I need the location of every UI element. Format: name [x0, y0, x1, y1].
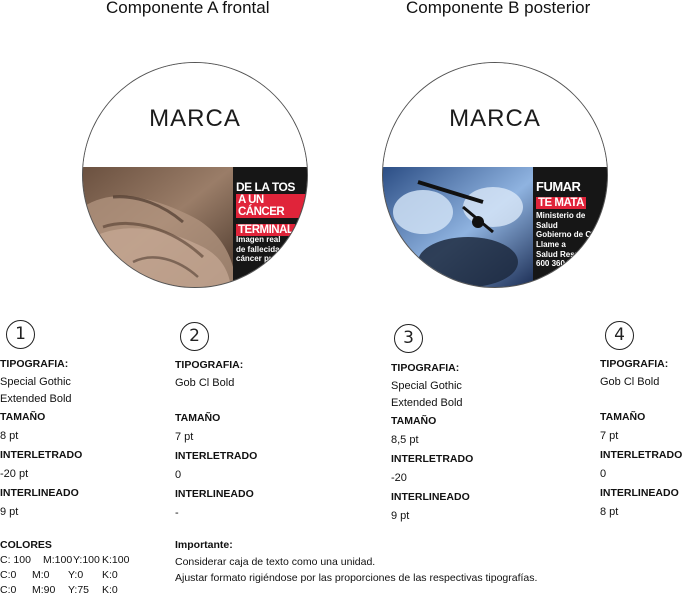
- color-k: K:100: [102, 554, 130, 566]
- headline-a-red-2: TERMINAL: [238, 224, 294, 236]
- spec-column-2: [175, 356, 257, 523]
- component-a-title: Componente A frontal: [106, 0, 270, 17]
- interletrado-value: 0: [600, 468, 607, 480]
- interletrado-label: INTERLETRADO: [600, 449, 683, 461]
- brand-logo-b: MARCA: [449, 105, 541, 132]
- spec-number-3: 3: [394, 324, 423, 353]
- tamano-value: 8 pt: [0, 430, 19, 442]
- spec-column-3: [391, 359, 473, 526]
- color-y: Y:0: [68, 569, 84, 581]
- importante-line-1: Considerar caja de texto como una unidad.: [175, 555, 376, 568]
- spacer: [600, 391, 682, 408]
- color-k: K:0: [102, 584, 118, 596]
- call-line-2: Salud Responde:: [536, 249, 602, 259]
- tipografia-label: TIPOGRAFIA:: [600, 358, 669, 370]
- interletrado-value: -20 pt: [0, 468, 29, 480]
- spec-column-4: [600, 355, 682, 522]
- color-y: Y:75: [68, 584, 90, 596]
- interlineado-label: INTERLINEADO: [391, 491, 470, 503]
- interlineado-value: 9 pt: [0, 506, 19, 518]
- interlineado-value: 8 pt: [600, 506, 619, 518]
- tamano-label: TAMAÑO: [600, 411, 646, 423]
- component-a-disc: [82, 62, 308, 288]
- interletrado-label: INTERLETRADO: [391, 453, 474, 465]
- disc-a-bottom: [83, 167, 307, 287]
- headline-a-white: DE LA TOS: [236, 180, 295, 194]
- spec-column-1: [0, 355, 82, 522]
- color-row-2: [0, 568, 129, 583]
- interlineado-label: INTERLINEADO: [0, 487, 79, 499]
- call-line-3: 600 360 7777: [536, 259, 585, 268]
- color-m: M:0: [32, 569, 50, 581]
- color-c: C:0: [0, 584, 17, 596]
- tamano-value: 8,5 pt: [391, 434, 419, 446]
- importante-block: [175, 537, 537, 587]
- headline-a-red-1: A UN CÁNCER: [236, 194, 308, 218]
- importante-line-2: Ajustar formato rigiéndose por las proporciones de las respectivas tipografías.: [175, 572, 538, 584]
- component-b-title: Componente B posterior: [406, 0, 591, 17]
- hands-photo: [83, 167, 233, 287]
- tipografia-value-line-2: Extended Bold: [391, 397, 463, 409]
- interlineado-value: 9 pt: [391, 510, 410, 522]
- disc-a-text-panel: [233, 167, 307, 287]
- call-line-1: Llame a: [536, 240, 566, 249]
- colores-block: [0, 537, 129, 598]
- ministry-line-1: Ministerio de Salud: [536, 211, 586, 230]
- tipografia-label: TIPOGRAFIA:: [391, 362, 460, 374]
- tamano-label: TAMAÑO: [175, 412, 221, 424]
- color-c: C: 100: [0, 554, 31, 566]
- interletrado-value: -20: [391, 472, 407, 484]
- disc-b-bottom: [383, 167, 607, 287]
- tipografia-value-line-2: Extended Bold: [0, 393, 72, 405]
- tamano-value: 7 pt: [175, 431, 194, 443]
- interletrado-label: INTERLETRADO: [175, 450, 258, 462]
- ministry-line-2: Gobierno de Chile: [536, 230, 605, 239]
- disc-b-top: [383, 63, 607, 167]
- importante-label: Importante:: [175, 539, 233, 551]
- color-c: C:0: [0, 569, 17, 581]
- component-b-disc: [382, 62, 608, 288]
- spec-number-4: 4: [605, 321, 634, 350]
- headline-b-white: FUMAR: [536, 179, 581, 194]
- tipografia-label: TIPOGRAFIA:: [175, 359, 244, 371]
- spacer: [175, 392, 257, 409]
- color-m: M:100: [43, 554, 73, 566]
- tipografia-value-line-1: Special Gothic: [391, 380, 462, 392]
- interletrado-label: INTERLETRADO: [0, 449, 83, 461]
- tipografia-value-line-1: Gob Cl Bold: [600, 376, 660, 388]
- disc-a-top: [83, 63, 307, 167]
- tamano-label: TAMAÑO: [0, 411, 46, 423]
- disc-b-text-panel: [533, 167, 607, 287]
- tipografia-value-line-1: Gob Cl Bold: [175, 377, 235, 389]
- tipografia-label: TIPOGRAFIA:: [0, 358, 69, 370]
- colores-label: COLORES: [0, 539, 52, 551]
- color-row-3: [0, 583, 129, 598]
- interlineado-label: INTERLINEADO: [600, 487, 679, 499]
- caption-a-2: de fallecida por: [236, 244, 295, 254]
- color-row-1: [0, 553, 129, 568]
- interletrado-value: 0: [175, 469, 182, 481]
- color-m: M:90: [32, 584, 56, 596]
- tamano-label: TAMAÑO: [391, 415, 437, 427]
- color-k: K:0: [102, 569, 118, 581]
- spec-number-1: 1: [6, 320, 35, 349]
- caption-a-1: Imagen real: [236, 235, 281, 244]
- tipografia-value-line-1: Special Gothic: [0, 376, 71, 388]
- interlineado-value: -: [175, 507, 179, 519]
- surgery-photo: [383, 167, 533, 287]
- brand-logo-a: MARCA: [149, 105, 241, 132]
- headline-b-red: TE MATA: [538, 197, 584, 209]
- spec-number-2: 2: [180, 322, 209, 351]
- tamano-value: 7 pt: [600, 430, 619, 442]
- caption-a-3: cáncer pulmonar: [236, 254, 301, 263]
- interlineado-label: INTERLINEADO: [175, 488, 254, 500]
- color-y: Y:100: [73, 554, 100, 566]
